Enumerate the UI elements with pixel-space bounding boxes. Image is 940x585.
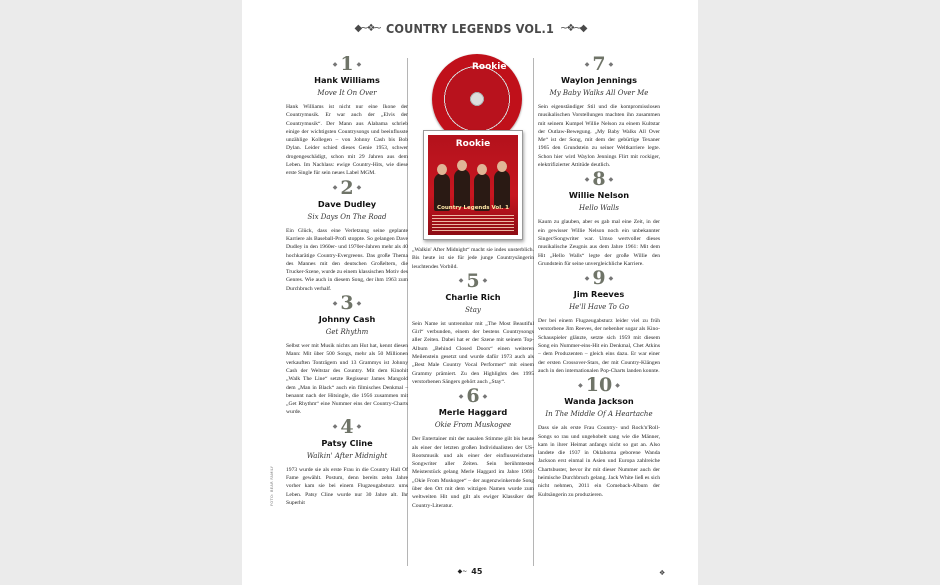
diamond-icon: ◆ [332,423,338,431]
entry-text: 1973 wurde sie als erste Frau in die Country Hall Of Fame gewählt. Postum, denn bereits zehn Jahre vorher kam sie bei einem Flugzeugabsturz ums Leben. Patsy Cline wurde nur 30 Jahre alt. Ihr Superhit [286,466,408,506]
entry-text: Kaum zu glauben, aber es gab mal eine Zeit, in der ein gewisser Willie Nelson noch ein unbekannter Singer/Songwriter war. Umso wertvoller dieses musikalische Zeugnis aus dem Jahre 1961: Mit dem Hit „Hello Walls“ legte der große Willie den Grundstein für seine unvergleichliche Karriere. [538,219,660,267]
diamond-icon: ◆ [332,184,338,192]
entry-text: Sein Name ist untrennbar mit „The Most Beautiful Girl“ verbunden, einem der bestens Countrysongs aller Zeiten. Dabei hat er der Szene mit seinem Top-Album „Behind Closed Doors“ einen weiteren Meilenstein gesetzt und wurde dafür 1973 auch als „Best Male Country Vocal Performer“ mit einem Grammy prämiert. Zu den Highlights des 1995 verstorbenen Sängers gehört auch „Stay“. [412,320,534,385]
song-title: Get Rhythm [325,328,369,337]
entry-9 [538,268,660,375]
diamond-icon: ◆ [578,381,583,389]
magazine-page [242,0,698,585]
entry-text: Ein Glück, dass eine Verletzung seine geplante Karriere als Baseball-Profi stoppte. So gelangen Dave Dudley in den 1960er- und 1970er-Jahren mehr als 40 hochkarätige Country-Evergreens. Das große Thema des Mannes mit den deutschen Großeltern, die Trucker-Szene, wurde zu einem klassischen Motiv des Genres. Wie auch in diesem Song, der ihm 1963 zum Durchbruch verhalf. [286,227,408,292]
artist-name: Patsy Cline [321,437,373,448]
rank-number: ◆ 5 ◆ [458,269,488,292]
rank-number: ◆ 6 ◆ [458,385,488,408]
rank-number: ◆ 8 ◆ [584,168,614,191]
page-number: 45 [471,566,483,576]
diamond-icon: ◆ [332,60,338,68]
cover-subtitle: Country Legends Vol. 1 [437,205,509,211]
page-title: COUNTRY LEGENDS VOL.1 [385,20,555,36]
diamond-icon: ◆ [356,299,362,307]
entry-8 [538,169,660,268]
entry-text: Dass sie als erste Frau Country- und Rock'n'Roll-Songs so rau und ungehobelt sang wie die Männer, kam in ihrer Heimat anfangs nicht so gut an. Also landete die 1937 in Oklahoma geborene Wanda Jackson erst einmal in Asien und Europa zahlreiche Chartsbuster, bevor ihr mit dieser Nummer auch der heimische Durchbruch gelang. Jack White ließ es sich nicht nehmen, 2011 ein Comeback-Album der Kultsängerin zu produzieren. [538,425,660,498]
diamond-icon: ◆ [356,423,362,431]
entry-text: Der bei einem Flugzeugabsturz leider viel zu früh verstorbene Jim Reeves, der nebenher sogar als Kino-Schauspieler glänzte, setzte sich 1959 mit diesem Song ein Nummer-eins-Hit ein Denkmal, Chet Atkins – dem Produzenten – gleich eins dazu. Er war einer der ersten Crossover-Stars, der mit Country-Klängen auch in den internationalen Pop-Charts landen konnte. [538,318,660,374]
cd-brand: Rookie [472,62,507,72]
entry-1 [286,54,408,178]
diamond-icon: ◆ [458,277,464,285]
column-2 [412,54,534,510]
diamond-icon: ◆ [584,60,590,68]
artist-name: Willie Nelson [568,190,630,201]
entry-10 [538,375,660,499]
entry-3 [286,293,408,417]
column-3 [538,54,660,499]
song-title: Okie From Muskogee [434,421,512,430]
entry-text: Hank Williams ist nicht nur eine Ikone der Countrymusik. Er war auch der „Elvis der Countrymusik“. Der Mann aus Alabama schrieb einige der wichtigsten Countrysongs und beeinflusste unzählige Kollegen – von Johnny Cash bis Bob Dylan. Leider schied dieses Genie 1953, schwer drogengeschädigt, schon mit 29 Jahren aus dem Leben. Im Nachlass: ewige Country-Hits, wie diese erste Single für sein neues Label MGM. [286,104,408,177]
album-cover-art [421,54,525,244]
artist-name: Charlie Rich [445,291,501,302]
diamond-icon: ◆ [615,381,620,389]
page-header [242,18,698,38]
rank-number: ◆ 3 ◆ [332,292,362,315]
corner-mark-icon: ❖ [659,569,666,577]
diamond-icon: ◆ [608,60,614,68]
diamond-icon: ◆ [608,175,614,183]
header-ornament-left: ◆~❖~ [354,22,380,34]
entry-text: Selbst wer mit Musik nichts am Hut hat, kennt diesen Mann: Mit über 500 Songs, mehr als 50 Millionen verkauften Tonträgern und 13 Grammys ist Johnny Cash der Weltstar des Country. Mit dem Kinohit „Walk The Line“ setzte Regisseur James Mangold dem „Man in Black“ auch ein filmisches Denkmal – benannt nach der Hitsingle, die 1956 zusammen mit „Get Rhythm“ eine Nummer eins der Country-Charts wurde. [286,343,408,416]
song-title: My Baby Walks All Over Me [549,89,649,97]
diamond-icon: ◆ [332,299,338,307]
entry-4-continued [412,246,534,271]
artist-name: Johnny Cash [318,314,376,325]
entry-4 [286,417,408,507]
diamond-icon: ◆ [584,274,590,282]
rank-number: ◆ 10 ◆ [578,374,620,397]
artist-name: Wanda Jackson [564,396,634,407]
rank-number: ◆ 7 ◆ [584,53,614,75]
diamond-icon: ◆ [356,184,362,192]
rank-number: ◆ 9 ◆ [584,267,614,290]
song-title: Hello Walls [579,204,619,213]
artist-name: Hank Williams [314,75,380,85]
page-footer [242,564,698,578]
entry-text: „Walkin' After Midnight“ macht sie indes unsterblich. Bis heute ist sie für jede junge Countrysängerin leuchtendes Vorbild. [412,247,534,270]
entry-7 [538,54,660,169]
song-title: Stay [465,305,481,314]
footer-ornament-icon: ◆~ [457,567,468,575]
artist-name: Jim Reeves [573,289,625,300]
entry-6 [412,386,534,510]
diamond-icon: ◆ [584,175,590,183]
artist-name: Waylon Jennings [560,75,638,85]
rank-number: ◆ 4 ◆ [332,415,362,438]
song-title: Move It On Over [317,89,377,97]
song-title: He'll Have To Go [569,303,629,312]
rank-number: ◆ 2 ◆ [332,176,362,199]
header-ornament-right: ~❖~◆ [560,22,586,34]
column-1 [286,54,408,507]
entry-text: Der Entertainer mit der nasalen Stimme gilt bis heute als einer der letzten großen Individualisten der US-Rootsmusik und als einer der einflussreichsten Songwriter aller Zeiten. Sein berühmtestes Meisterstück gelang Merle Haggard im Jahre 1969: „Okie From Muskogee“ – der augenzwinkernde Song über den Ort mit dem witzigen Namen wurde zum weltweiten Hit und gilt als ewiger Klassiker der Country-Literatur. [412,436,534,509]
song-title: Walkin' After Midnight [306,451,388,460]
entry-5 [412,271,534,386]
diamond-icon: ◆ [458,392,464,400]
rank-number: ◆ 1 ◆ [332,53,362,75]
artist-name: Dave Dudley [317,198,377,209]
diamond-icon: ◆ [482,277,488,285]
cover-tracklist [432,215,514,231]
song-title: In The Middle Of A Heartache [545,410,653,419]
diamond-icon: ◆ [608,274,614,282]
entry-2 [286,178,408,293]
diamond-icon: ◆ [356,60,362,68]
cover-brand: Rookie [455,139,491,149]
cd-case-image [423,130,523,240]
artist-name: Merle Haggard [438,407,508,418]
photo-credit: FOTO: BEAR FAMILY [270,465,274,506]
diamond-icon: ◆ [482,392,488,400]
song-title: Six Days On The Road [307,212,387,221]
entry-text: Sein eigenständiger Stil und die kompromisslosen musikalischen Vorstellungen machten ihn zusammen mit seinem Kumpel Willie Nelson zu einem Kultstar der Outlaw-Bewegung. „My Baby Walks All Over Me“ ist der Song, mit dem der gebürtige Texaner 1965 den Grundstein zu seiner Weltkarriere legte. Schon hier wird Waylon Jennings Flirt mit rockiger, elektrifizierter Attitüde deutlich. [538,104,660,169]
